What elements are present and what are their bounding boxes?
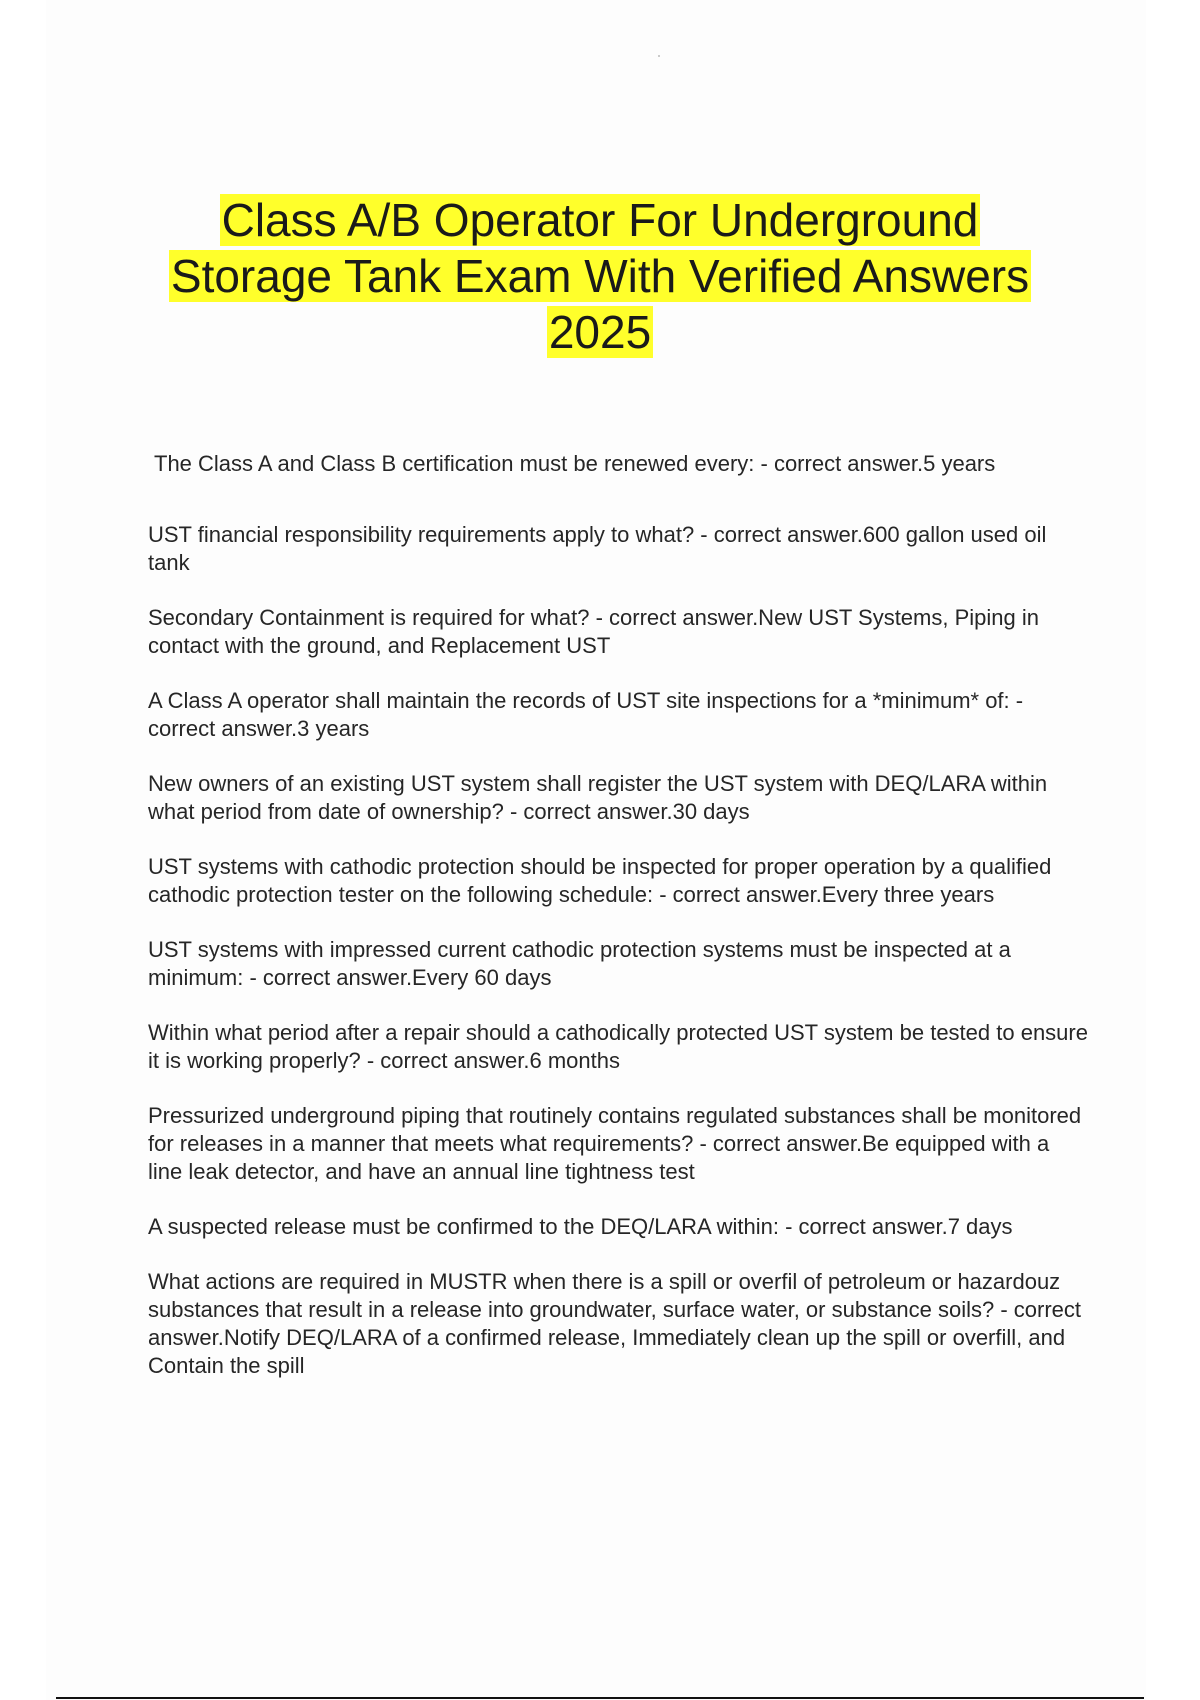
question-answer-list (148, 450, 1088, 1407)
qa-item-4: A Class A operator shall maintain the records of UST site inspections for a *minimum* of: - correct answer.3 years (148, 688, 1024, 741)
document-title (0, 192, 1200, 360)
scan-speck (658, 55, 660, 57)
bottom-rule (56, 1697, 1144, 1699)
title-line-1: Class A/B Operator For Underground (221, 194, 979, 246)
title-line-2: Storage Tank Exam With Verified Answers (170, 250, 1030, 302)
qa-item-2: UST financial responsibility requirements apply to what? - correct answer.600 gallon used oil tank (148, 522, 1047, 575)
qa-item-9: Pressurized underground piping that routinely contains regulated substances shall be monitored for releases in a manner that meets what requirements? - correct answer.Be equipped with a line leak detector, and have an annual line tightness test (148, 1103, 1082, 1184)
qa-item-5: New owners of an existing UST system shall register the UST system with DEQ/LARA within what period from date of ownership? - correct answer.30 days (148, 771, 1048, 824)
qa-item-3: Secondary Containment is required for what? - correct answer.New UST Systems, Piping in contact with the ground, and Replacement UST (148, 605, 1039, 658)
qa-item-7: UST systems with impressed current cathodic protection systems must be inspected at a minimum: - correct answer.Every 60 days (148, 937, 1011, 990)
qa-item-11: What actions are required in MUSTR when there is a spill or overfil of petroleum or hazardouz substances that result in a release into groundwater, surface water, or substance soils? - correct answer.Notify DEQ/LARA of a confirmed release, Immediately clean up the spill or overfill, and Contain the spill (148, 1269, 1082, 1378)
qa-item-8: Within what period after a repair should a cathodically protected UST system be tested to ensure it is working properly? - correct answer.6 months (148, 1020, 1088, 1073)
qa-item-6: UST systems with cathodic protection should be inspected for proper operation by a qualified cathodic protection tester on the following schedule: - correct answer.Every three years (148, 854, 1052, 907)
qa-item-10: A suspected release must be confirmed to the DEQ/LARA within: - correct answer.7 days (148, 1214, 1013, 1239)
qa-item-1: The Class A and Class B certification must be renewed every: - correct answer.5 years (154, 451, 996, 476)
title-line-3: 2025 (548, 306, 652, 358)
